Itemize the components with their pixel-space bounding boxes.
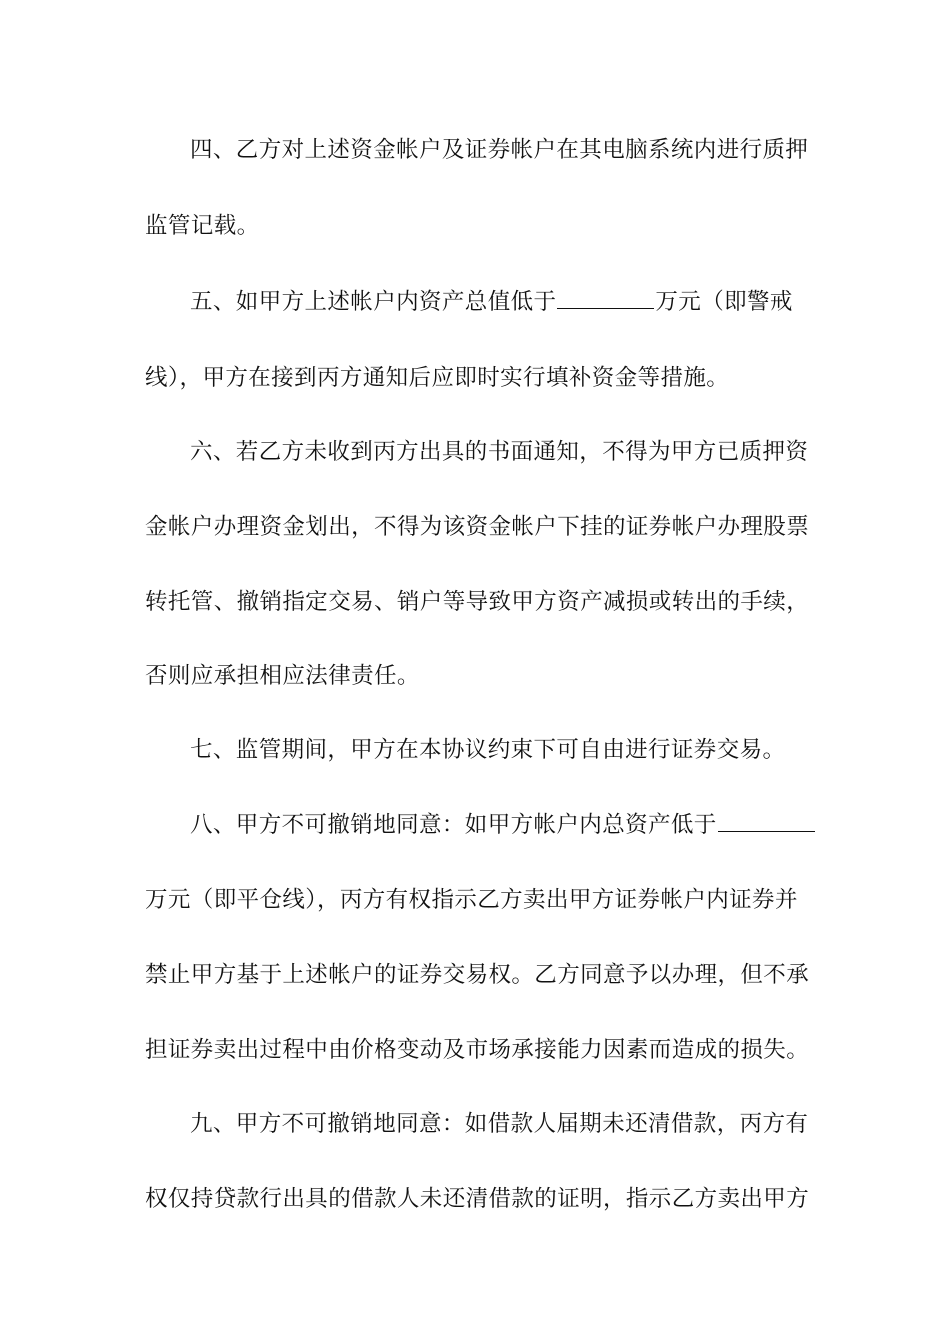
clause-8-line-2: 万元（即平仓线），丙方有权指示乙方卖出甲方证券帐户内证券并 bbox=[145, 887, 798, 913]
clause-8-line-1 bbox=[190, 805, 816, 845]
clause-7-line-1: 七、监管期间，甲方在本协议约束下可自由进行证券交易。 bbox=[190, 737, 786, 763]
amount-blank-closeout-line bbox=[718, 807, 815, 832]
amount-blank-warning-line bbox=[557, 284, 654, 309]
clause-5-text-after-blank: 万元（即警戒 bbox=[655, 289, 793, 315]
clause-8-text-before-blank: 八、甲方不可撤销地同意：如甲方帐户内总资产低于 bbox=[190, 812, 717, 838]
clause-6-line-1: 六、若乙方未收到丙方出具的书面通知，不得为甲方已质押资 bbox=[190, 439, 809, 465]
clause-4-line-2: 监管记载。 bbox=[145, 213, 260, 239]
clause-9-line-1: 九、甲方不可撤销地同意：如借款人届期未还清借款，丙方有 bbox=[190, 1111, 809, 1137]
clause-6-line-2: 金帐户办理资金划出，不得为该资金帐户下挂的证券帐户办理股票 bbox=[145, 514, 810, 540]
clause-5-text-before-blank: 五、如甲方上述帐户内资产总值低于 bbox=[190, 289, 557, 315]
clause-9-line-2: 权仅持贷款行出具的借款人未还清借款的证明，指示乙方卖出甲方 bbox=[145, 1186, 810, 1212]
clause-8-line-3: 禁止甲方基于上述帐户的证券交易权。乙方同意予以办理，但不承 bbox=[145, 962, 810, 988]
clause-6-line-4: 否则应承担相应法律责任。 bbox=[145, 663, 420, 689]
clause-5-line-2: 线），甲方在接到丙方通知后应即时实行填补资金等措施。 bbox=[145, 365, 730, 391]
clause-4-line-1: 四、乙方对上述资金帐户及证券帐户在其电脑系统内进行质押 bbox=[190, 137, 809, 163]
clause-6-line-3: 转托管、撤销指定交易、销户等导致甲方资产减损或转出的手续， bbox=[145, 589, 810, 615]
clause-5-line-1 bbox=[190, 282, 793, 322]
clause-8-line-4: 担证券卖出过程中由价格变动及市场承接能力因素而造成的损失。 bbox=[145, 1037, 810, 1063]
